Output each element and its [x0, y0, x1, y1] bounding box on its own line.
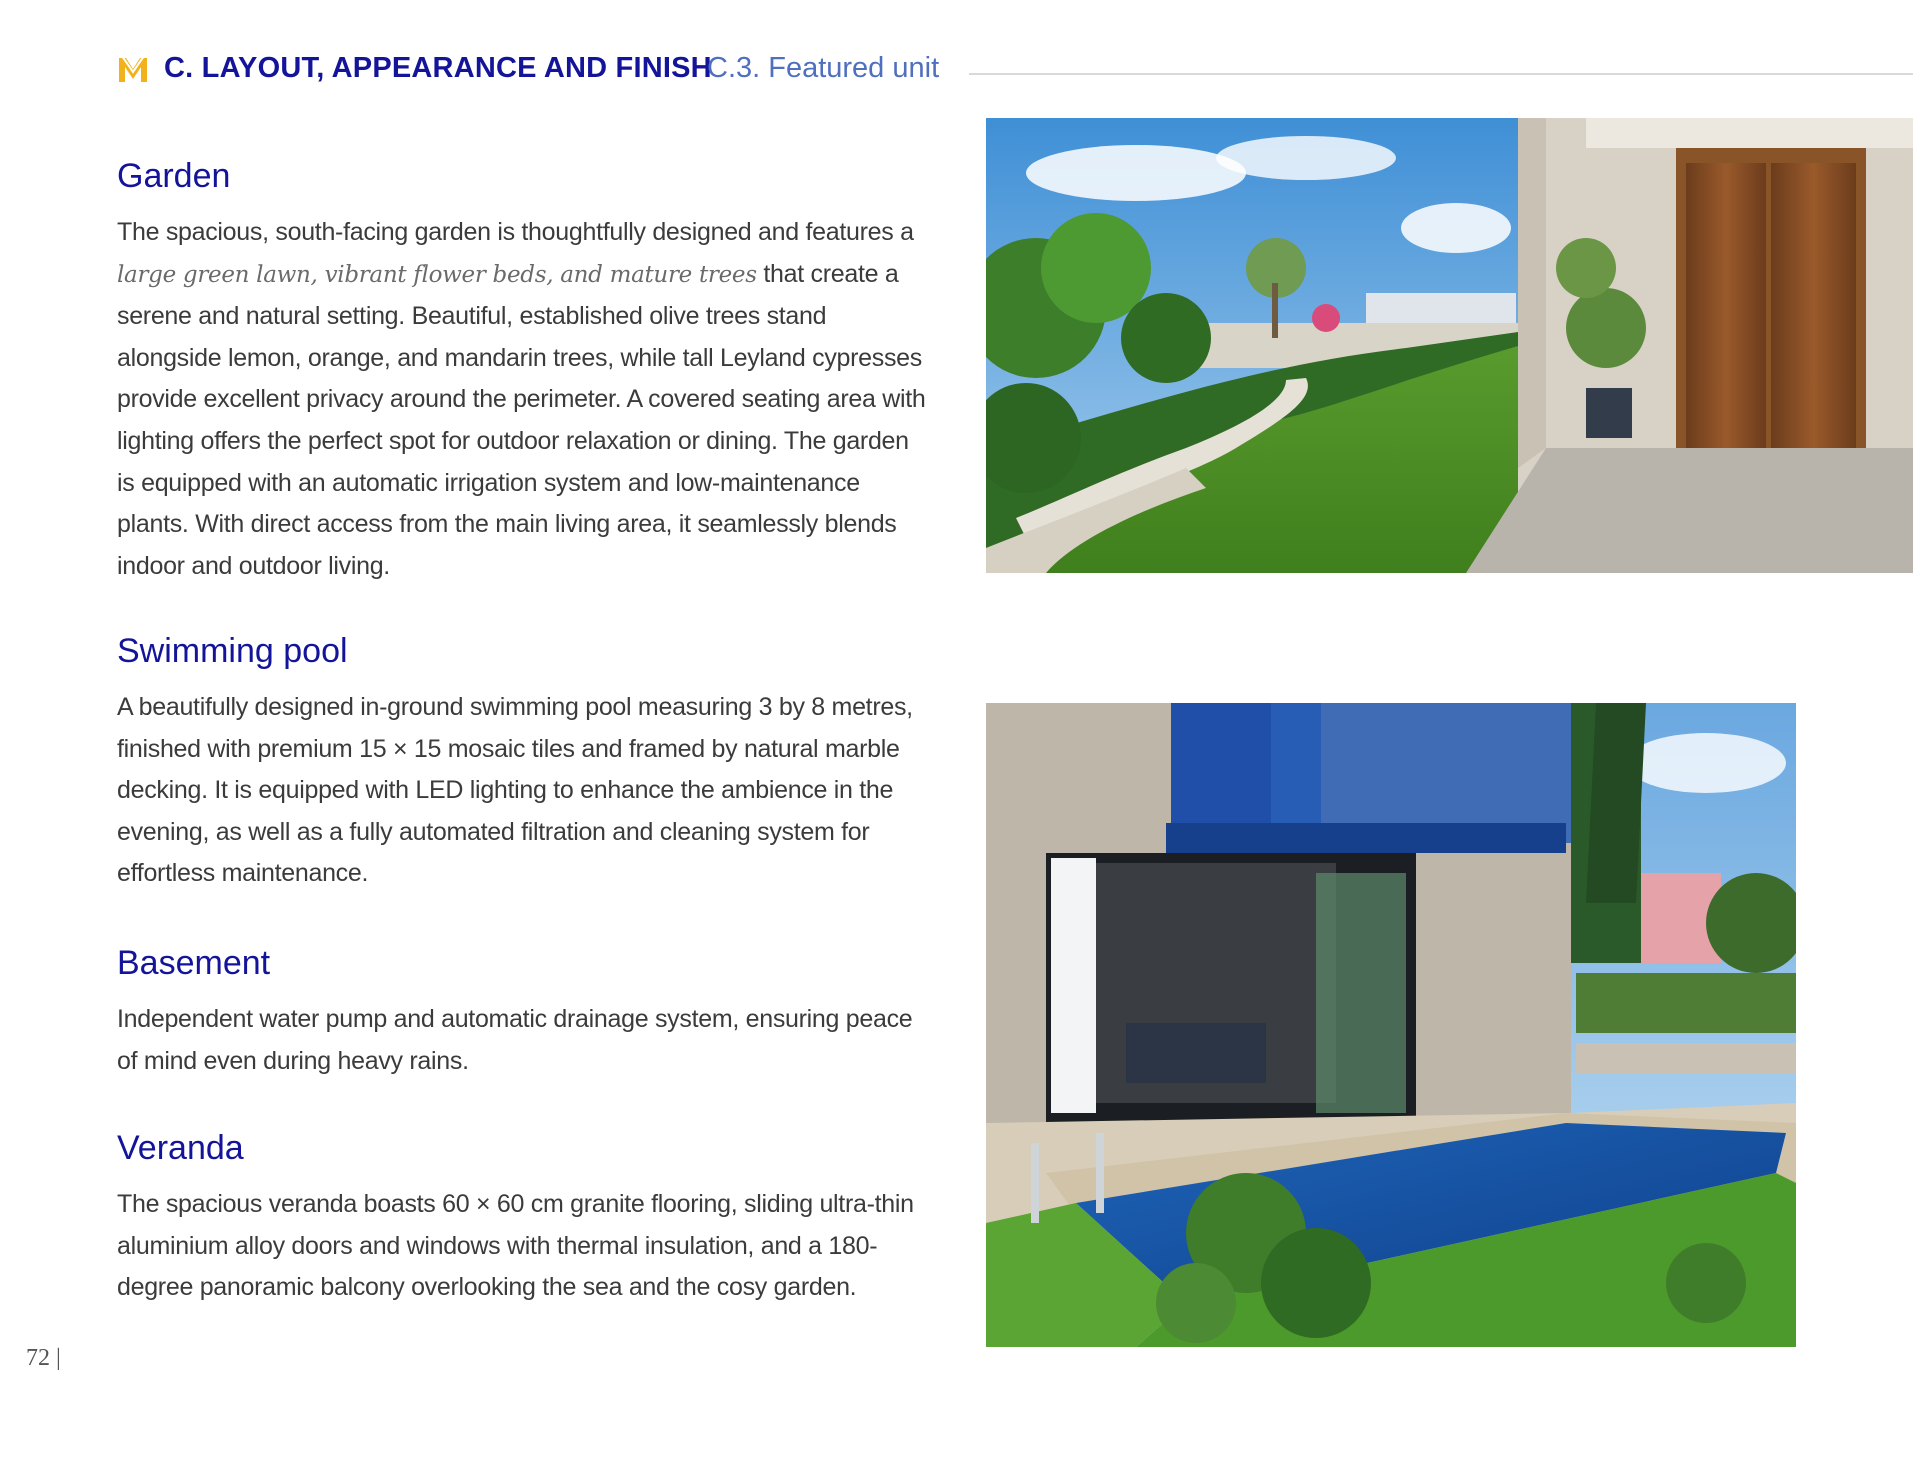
- pool-heading: Swimming pool: [117, 632, 348, 670]
- garden-text: [117, 212, 927, 587]
- pool-section: [117, 632, 927, 895]
- veranda-text: The spacious veranda boasts 60 × 60 cm granite flooring, sliding ultra-thin aluminium alloy doors and windows with thermal insulation, and a 180-degree panoramic balcony overlooking the sea and the cosy garden.: [117, 1190, 914, 1302]
- garden-text-emphasis: large green lawn, vibrant flower beds, and mature trees: [117, 261, 757, 288]
- veranda-section: [117, 1129, 927, 1309]
- garden-heading: Garden: [117, 157, 231, 195]
- pool-photo: [986, 703, 1796, 1347]
- header-divider: [969, 73, 1913, 75]
- garden-photo: [986, 118, 1913, 573]
- pool-text: A beautifully designed in-ground swimming pool measuring 3 by 8 metres, finished with premium 15 × 15 mosaic tiles and framed by natural marble decking. It is equipped with LED lighting to enhance the ambience in the evening, as well as a fully automated filtration and cleaning system for effortless maintenance.: [117, 693, 913, 888]
- brand-logo-icon: [117, 54, 149, 84]
- section-title: C. LAYOUT, APPEARANCE AND FINISH: [164, 52, 712, 84]
- page-number: 72 |: [26, 1345, 61, 1371]
- basement-section: [117, 944, 927, 1082]
- basement-heading: Basement: [117, 944, 271, 982]
- basement-text: Independent water pump and automatic drainage system, ensuring peace of mind even during heavy rains.: [117, 1005, 913, 1075]
- page-header: [117, 48, 1913, 94]
- garden-section: [117, 157, 927, 587]
- subsection-title: C.3. Featured unit: [707, 52, 940, 84]
- veranda-heading: Veranda: [117, 1129, 244, 1167]
- garden-text-rest: that create a serene and natural setting. Beautiful, established olive trees stand alongside lemon, orange, and mandarin trees, while tall Leyland cypresses provide excellent privacy around the perimeter. A covered seating area with lighting offers the perfect spot for outdoor relaxation or dining. The garden is equipped with an automatic irrigation system and low-maintenance plants. With direct access from the main living area, it seamlessly blends indoor and outdoor living.: [117, 259, 926, 580]
- garden-text-lead: The spacious, south-facing garden is thoughtfully designed and features a: [117, 218, 914, 246]
